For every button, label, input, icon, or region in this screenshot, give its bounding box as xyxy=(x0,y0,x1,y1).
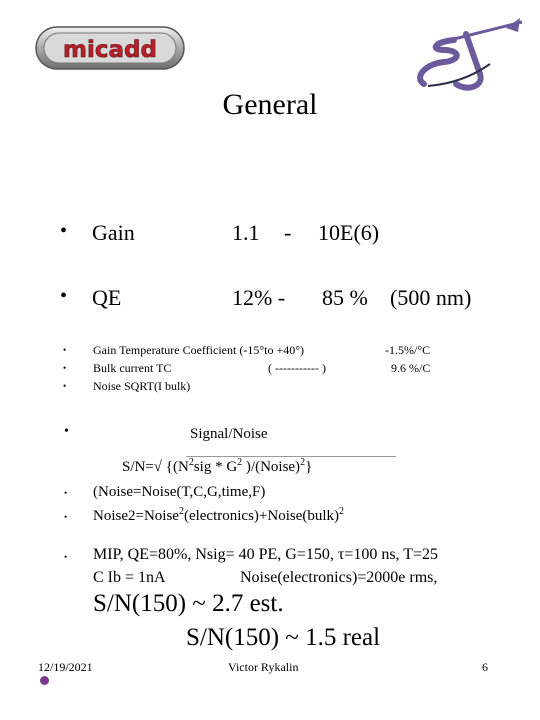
noise-line-2-sup2: 2 xyxy=(339,506,345,517)
bullet: • xyxy=(60,285,68,307)
small-item-1-text: Gain Temperature Coefficient (-15°to +40°) xyxy=(93,343,305,357)
sn-formula xyxy=(122,457,312,476)
bullet: • xyxy=(64,424,69,439)
micadd-logo-icon xyxy=(34,24,186,72)
mip-line-1: MIP, QE=80%, Nsig= 40 PE, G=150, τ=100 ns, T=25 xyxy=(93,546,439,563)
footer-page-number: 6 xyxy=(482,660,488,674)
noise-line-2-a: Noise2=Noise xyxy=(93,508,179,524)
noise-line-2 xyxy=(93,506,344,525)
gain-value: 1.1 xyxy=(232,220,260,245)
formula-mid: sig * G xyxy=(193,459,238,475)
noise-line-1: (Noise=Noise(T,C,G,time,F) xyxy=(93,484,266,500)
formula-tail: } xyxy=(305,459,313,475)
formula-overline xyxy=(186,456,396,457)
footer-dot xyxy=(40,676,49,685)
footer-date: 12/19/2021 xyxy=(38,660,93,674)
sj-logo xyxy=(410,14,528,96)
sj-logo-icon xyxy=(410,14,528,96)
formula-mid2: )/(Noise) xyxy=(242,459,301,475)
page-title: General xyxy=(222,88,318,121)
formula-sup2: 2 xyxy=(237,457,243,468)
sn-estimate: S/N(150) ~ 2.7 est. xyxy=(93,590,284,617)
noise-line-2-sup: 2 xyxy=(178,506,184,517)
small-item-2-mid: ( ----------- ) xyxy=(268,361,326,375)
bullet: • xyxy=(64,512,68,522)
sn-heading: Signal/Noise xyxy=(190,426,268,442)
formula-sup3: 2 xyxy=(300,457,306,468)
small-item-2-text: Bulk current TC xyxy=(93,361,172,375)
bullet: • xyxy=(63,345,67,355)
qe-min: 12% - xyxy=(232,285,286,310)
bullet: • xyxy=(64,552,68,562)
bullet: • xyxy=(63,381,67,391)
small-item-1-value: -1.5%/°C xyxy=(385,343,431,357)
small-item-2-value: 9.6 %/C xyxy=(391,361,431,375)
micadd-logo xyxy=(34,24,186,72)
qe-max: 85 % xyxy=(322,285,368,310)
gain-dash: - xyxy=(284,220,292,245)
formula-sup1: 2 xyxy=(188,457,194,468)
footer-author: Victor Rykalin xyxy=(228,660,299,674)
formula-lead: S/N=√ {(N xyxy=(122,459,189,475)
gain-label: Gain xyxy=(92,220,135,245)
small-item-3-text: Noise SQRT(I bulk) xyxy=(93,379,191,393)
sn-real: S/N(150) ~ 1.5 real xyxy=(186,624,381,651)
mip-line-2a: C Ib = 1nA xyxy=(93,569,166,586)
mip-line-2b: Noise(electronics)=2000e rms, xyxy=(240,569,438,586)
noise-line-2-b: (electronics)+Noise(bulk) xyxy=(183,508,340,524)
bullet: • xyxy=(63,363,67,373)
micadd-logo-text: micadd xyxy=(63,37,157,63)
gain-max: 10E(6) xyxy=(318,220,380,245)
bullet: • xyxy=(64,488,68,498)
qe-note: (500 nm) xyxy=(390,285,472,310)
bullet: • xyxy=(60,220,68,242)
qe-label: QE xyxy=(92,285,122,310)
